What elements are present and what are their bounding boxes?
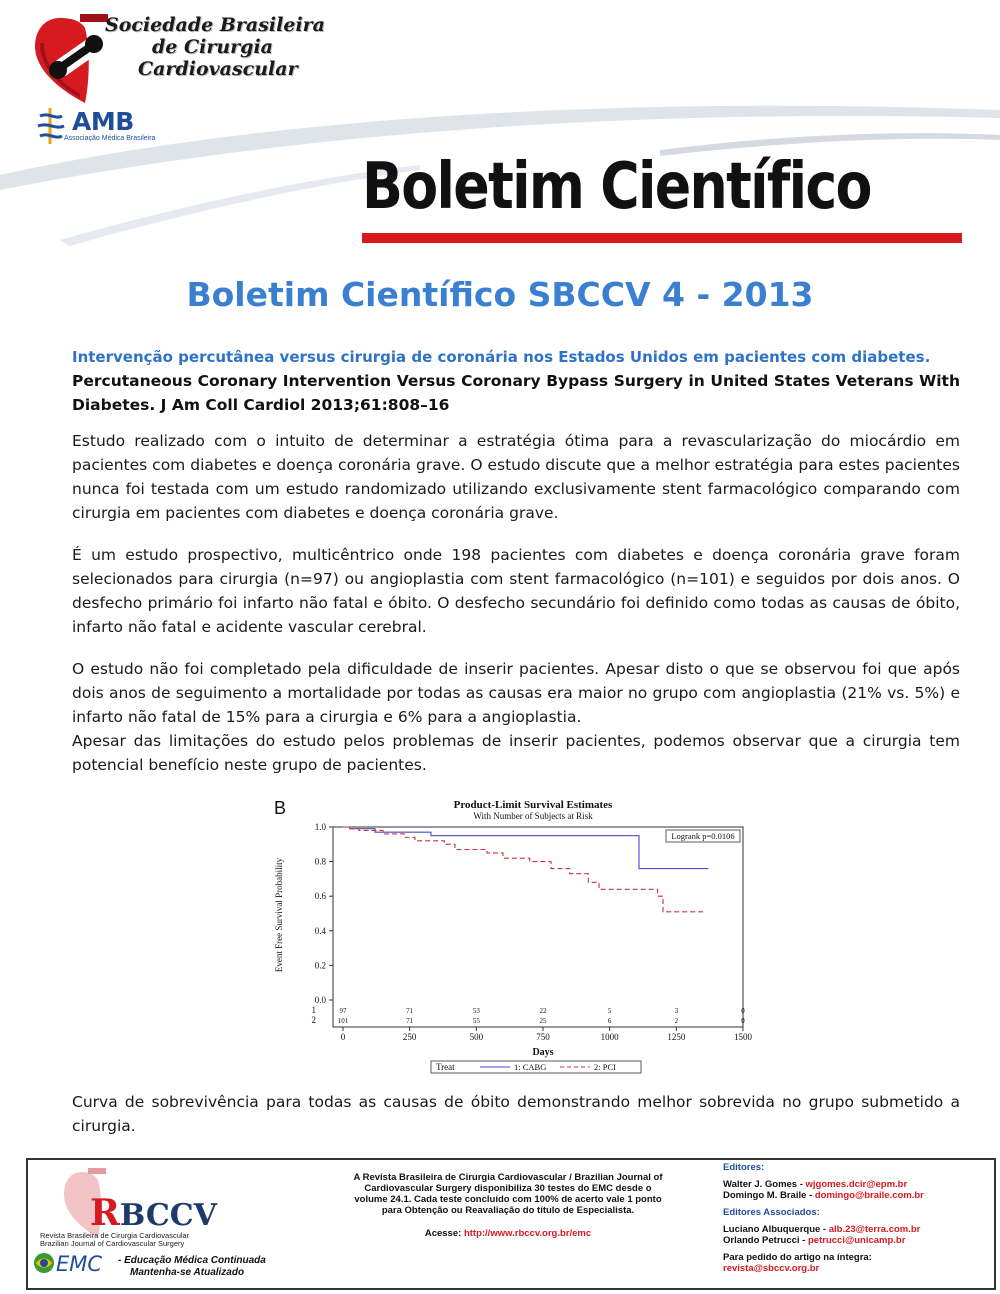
chart-y-tick-label: 0.8: [314, 856, 326, 867]
society-name-line-2: de Cirurgia: [152, 36, 273, 58]
chart-plot-frame: [333, 827, 743, 1027]
chart-x-axis-label: Days: [532, 1047, 554, 1058]
footer-emc-info: [348, 1172, 668, 1239]
chart-x-tick-label: 750: [536, 1032, 550, 1042]
editor-1-name: Walter J. Gomes -: [723, 1179, 806, 1190]
rbccv-label: [90, 1192, 217, 1234]
at-risk-value: 0: [741, 1017, 745, 1025]
editor-2-name: Domingo M. Braile -: [723, 1190, 815, 1201]
society-name-line-3: Cardiovascular: [138, 58, 298, 80]
footer-editors: [723, 1162, 993, 1274]
survival-chart: [258, 795, 763, 1078]
at-risk-value: 0: [741, 1007, 745, 1015]
assoc-editor-2: [723, 1235, 993, 1246]
footer-access-link[interactable]: http://www.rbccv.org.br/emc: [463, 1228, 592, 1239]
chart-title: Product-Limit Survival Estimates: [453, 799, 613, 811]
rbccv-subtitle-pt: Revista Brasileira de Cirurgia Cardiovascular: [40, 1231, 190, 1240]
paragraph-3: O estudo não foi completado pela dificuldade de inserir pacientes. Apesar disto o que se observou foi que após dois anos de seguimento a mortalidade por todas as causas era maior no grupo com angioplastia (21% vs. 5%) e infarto não fatal de 15% para a cirurgia e 6% para a angioplastia.: [72, 660, 960, 726]
society-name-line-1: Sociedade Brasileira: [105, 14, 325, 36]
at-risk-value: 3: [674, 1007, 679, 1015]
page-header: [0, 0, 1000, 260]
paragraph-4: Apesar das limitações do estudo pelos problemas de inserir pacientes, podemos observar que a cirurgia tem potencial benefício neste grupo de pacientes.: [72, 732, 960, 774]
footer-access-label: Acesse:: [424, 1228, 464, 1239]
chart-x-tick-label: 1000: [600, 1032, 619, 1042]
chart-x-tick-label: 1500: [734, 1032, 752, 1042]
chart-y-axis-label: Event Free Survival Probability: [274, 857, 284, 973]
editors-heading: Editores:: [723, 1162, 765, 1173]
chart-y-tick-label: 0.6: [314, 891, 326, 902]
emc-description-line-2: Mantenha-se Atualizado: [130, 1267, 245, 1278]
chart-x-tick-label: 1250: [667, 1032, 686, 1042]
emc-description-line-1: - Educação Médica Continuada: [118, 1255, 266, 1266]
figure-caption: Curva de sobrevivência para todas as causas de óbito demonstrando melhor sobrevida no grupo submetido a cirurgia.: [72, 1093, 960, 1135]
assoc-editor-1-email[interactable]: alb.23@terra.com.br: [828, 1224, 921, 1235]
chart-legend-title: Treat: [436, 1062, 455, 1072]
emc-description: [118, 1255, 266, 1279]
logrank-annotation: Logrank p=0.0106: [671, 831, 735, 841]
assoc-editors-heading: Editores Associados:: [723, 1207, 820, 1218]
footer-emc-text: A Revista Brasileira de Cirurgia Cardiovascular / Brazilian Journal of Cardiovascular Surgery disponibiliza 30 testes do EMC desde o volume 24.1. Cada teste concluído com 100% de acerto vale 1 ponto para Obtenção ou Reavaliação do título de Especialista.: [353, 1172, 663, 1216]
assoc-editor-1-name: Luciano Albuquerque -: [723, 1224, 829, 1235]
society-name: [105, 14, 325, 80]
request-email[interactable]: revista@sbccv.org.br: [723, 1263, 820, 1274]
page-footer: [26, 1158, 996, 1290]
rbccv-subtitle: [40, 1232, 189, 1248]
chart-y-tick-label: 1.0: [314, 822, 326, 832]
survival-curve-2: [343, 827, 703, 912]
at-risk-value: 5: [607, 1007, 612, 1015]
at-risk-value: 2: [674, 1017, 679, 1025]
at-risk-value: 22: [539, 1007, 547, 1015]
emc-globe-icon: [32, 1251, 56, 1275]
at-risk-row-label: 2: [311, 1015, 316, 1025]
at-risk-row-label: 1: [311, 1005, 316, 1015]
chart-y-tick-label: 0.2: [314, 960, 326, 971]
chart-x-tick-label: 250: [402, 1032, 417, 1042]
at-risk-value: 55: [472, 1017, 480, 1025]
article-title-portuguese: Intervenção percutânea versus cirurgia de coronária nos Estados Unidos em pacientes com diabetes.: [72, 348, 931, 366]
at-risk-value: 97: [339, 1007, 347, 1015]
at-risk-value: 25: [539, 1017, 547, 1025]
chart-y-tick-label: 0.0: [314, 995, 326, 1005]
at-risk-value: 71: [406, 1007, 414, 1015]
editor-1: [723, 1179, 993, 1190]
footer-access-line: [348, 1228, 668, 1239]
rbccv-rest: BCCV: [119, 1198, 217, 1233]
request-label: Para pedido do artigo na íntegra:: [723, 1252, 872, 1263]
at-risk-value: 71: [406, 1017, 414, 1025]
banner-title: Boletim Científico: [362, 150, 871, 224]
article-body: [72, 345, 960, 777]
survival-curve-1: [343, 827, 708, 869]
paragraph-1: Estudo realizado com o intuito de determinar a estratégia ótima para a revascularização do miocárdio em pacientes com diabetes e doença coronária grave. O estudo discute que a melhor estratégia para estes pacientes nunca foi testada com um estudo randomizado utilizando exclusivamente stent farmacológico comparando com cirurgia em pacientes com diabetes e doença coronária grave.: [72, 432, 960, 522]
at-risk-value: 101: [337, 1017, 349, 1025]
document-title: Boletim Científico SBCCV 4 - 2013: [186, 275, 814, 314]
emc-label: EMC: [56, 1252, 103, 1276]
assoc-editor-2-name: Orlando Petrucci -: [723, 1235, 808, 1246]
assoc-editor-2-email[interactable]: petrucci@unicamp.br: [808, 1235, 906, 1246]
chart-x-tick-label: 500: [469, 1032, 484, 1042]
chart-subtitle: With Number of Subjects at Risk: [473, 811, 593, 821]
survival-chart-svg: [258, 795, 763, 1078]
paragraph-2: É um estudo prospectivo, multicêntrico onde 198 pacientes com diabetes e doença coronária grave foram selecionados para cirurgia (n=97) ou angioplastia com stent farmacológico (n=101) e seguidos por dois anos. O desfecho primário foi infarto não fatal e óbito. O desfecho secundário foi definido como todas as causas de óbito, infarto não fatal e acidente vascular cerebral.: [72, 546, 960, 636]
chart-x-tick-label: 0: [340, 1032, 346, 1042]
at-risk-value: 53: [472, 1007, 480, 1015]
chart-y-tick-label: 0.4: [314, 925, 326, 936]
at-risk-value: 6: [607, 1017, 612, 1025]
editor-2: [723, 1190, 993, 1201]
chart-panel-label: B: [274, 798, 287, 818]
editor-2-email[interactable]: domingo@braile.com.br: [814, 1190, 924, 1201]
article-title-english: Percutaneous Coronary Intervention Versus Coronary Bypass Surgery in United States Veterans With Diabetes. J Am Coll Cardiol 2013;61:808–16: [72, 372, 960, 414]
amb-subtitle: Associação Médica Brasileira: [64, 135, 156, 142]
legend-label-2: 2: PCI: [594, 1062, 616, 1072]
assoc-editor-1: [723, 1224, 993, 1235]
legend-label-1: 1: CABG: [514, 1062, 547, 1072]
editor-1-email[interactable]: wjgomes.dcir@epm.br: [805, 1179, 908, 1190]
amb-label: AMB: [72, 107, 134, 136]
banner-red-bar: [362, 233, 962, 243]
rbccv-r-letter: R: [90, 1192, 120, 1234]
rbccv-subtitle-en: Brazilian Journal of Cardiovascular Surgery: [40, 1239, 185, 1248]
